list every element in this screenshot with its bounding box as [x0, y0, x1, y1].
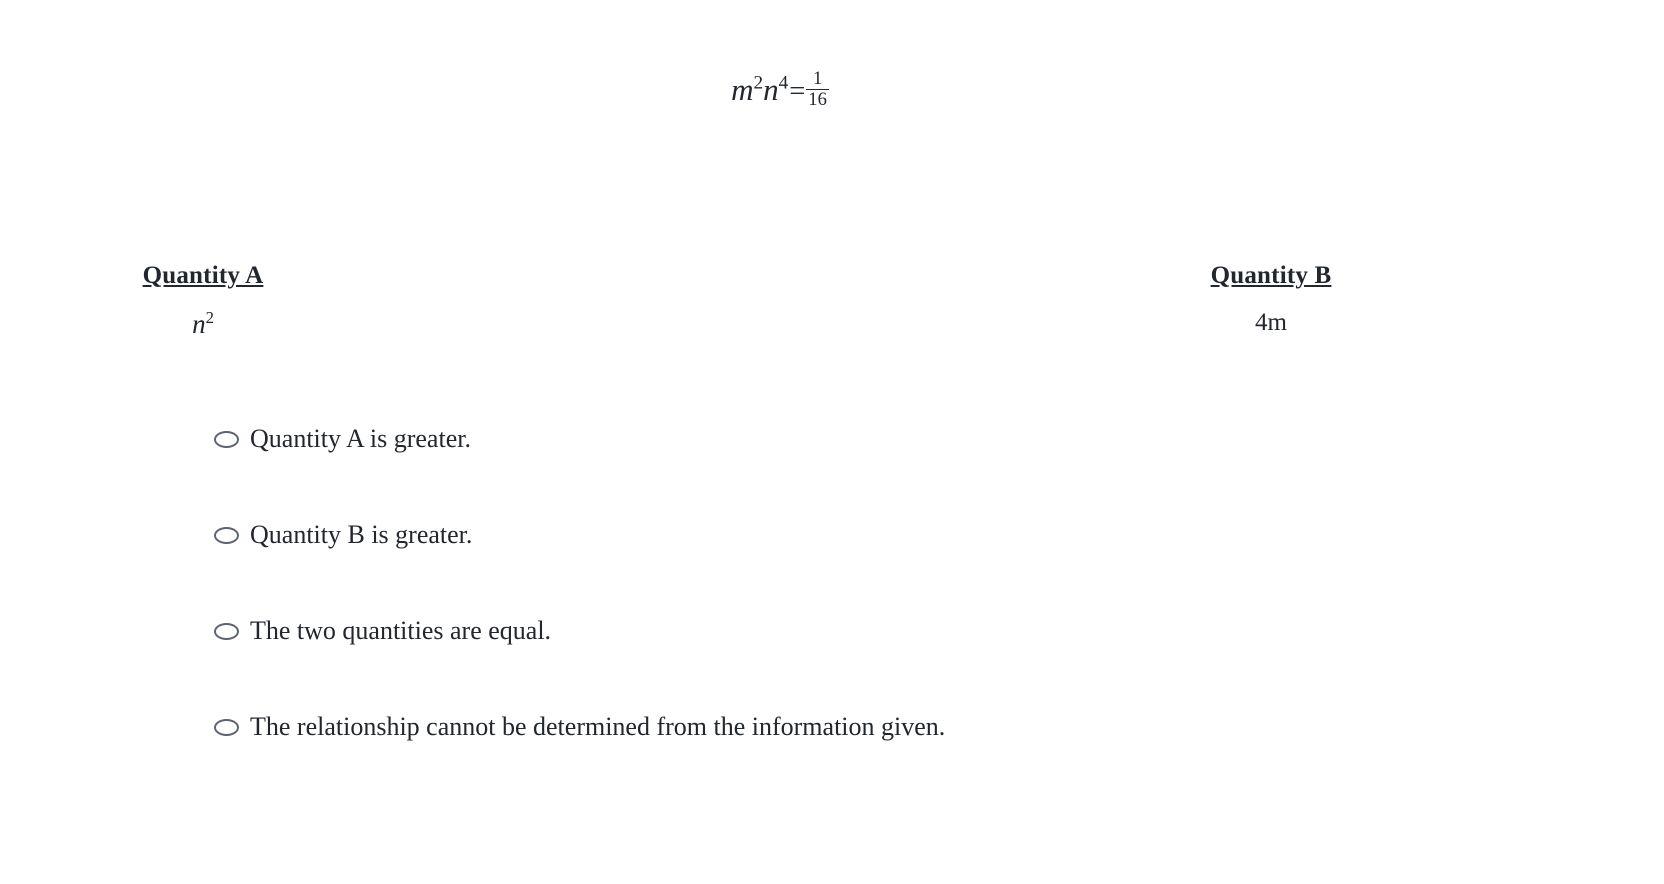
quantity-b-header: Quantity B [1210, 262, 1332, 289]
fraction-numerator: 1 [812, 67, 823, 89]
equation-block [0, 67, 1560, 113]
equation-exponent-4: 4 [778, 72, 789, 94]
quantity-a-value [118, 309, 288, 340]
equation-expression [731, 67, 829, 113]
choice-quantities-equal[interactable] [214, 607, 1414, 655]
radio-button-icon[interactable] [214, 527, 239, 544]
choice-label: The two quantities are equal. [250, 615, 552, 645]
fraction [806, 69, 829, 110]
equals-sign: = [789, 76, 806, 107]
radio-button-icon[interactable] [214, 623, 239, 640]
radio-button-icon[interactable] [214, 431, 239, 448]
quantity-comparison [0, 262, 1560, 372]
quantity-b-column [1182, 262, 1360, 337]
equation-variable-m: m [731, 72, 754, 107]
choice-cannot-be-determined[interactable] [214, 703, 1414, 751]
quantity-a-header: Quantity A [142, 262, 264, 289]
quantity-a-exponent: 2 [205, 308, 214, 327]
quantity-b-value: 4m [1255, 309, 1287, 336]
answer-choices [214, 415, 1414, 799]
equation-variable-n: n [763, 72, 779, 107]
choice-quantity-a-greater[interactable] [214, 415, 1414, 463]
fraction-denominator: 16 [808, 89, 827, 111]
quantity-a-column [118, 262, 288, 340]
radio-button-icon[interactable] [214, 719, 239, 736]
equation-exponent-2: 2 [753, 72, 764, 94]
choice-label: The relationship cannot be determined from the information given. [250, 711, 946, 741]
choice-quantity-b-greater[interactable] [214, 511, 1414, 559]
quantity-a-variable: n [192, 309, 206, 339]
choice-label: Quantity B is greater. [250, 519, 473, 549]
choice-label: Quantity A is greater. [250, 423, 471, 453]
